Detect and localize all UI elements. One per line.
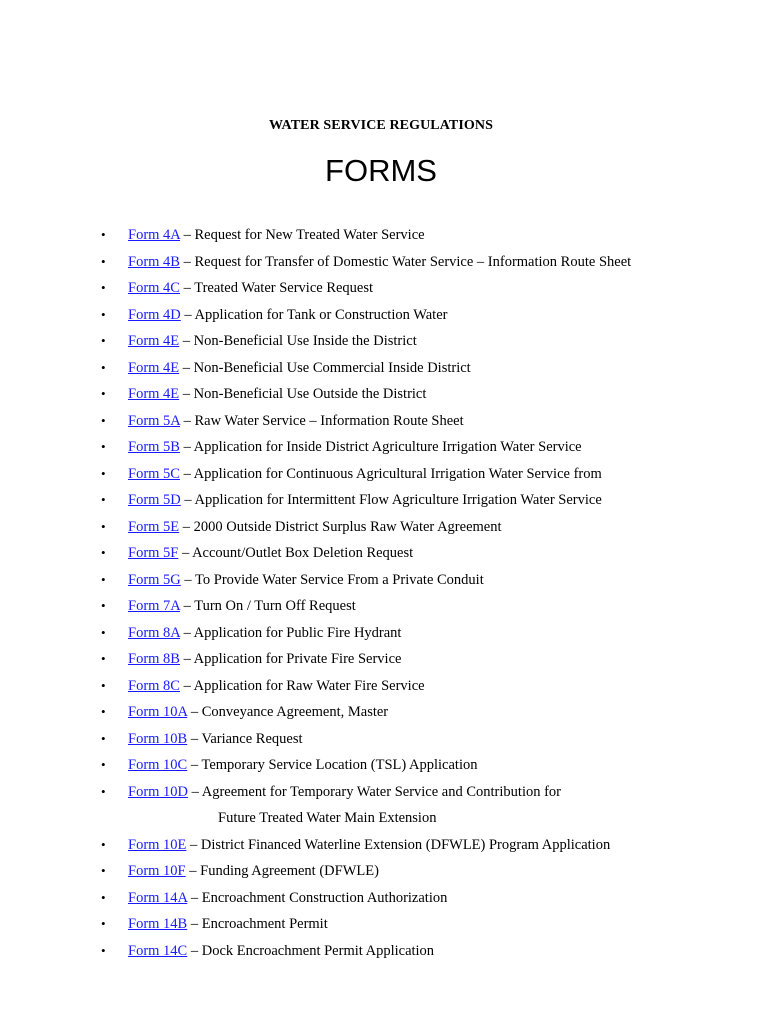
list-item bbox=[0, 673, 770, 700]
form-link[interactable]: Form 5A bbox=[128, 412, 180, 429]
list-item bbox=[0, 620, 770, 647]
list-item bbox=[0, 328, 770, 355]
form-description: 2000 Outside District Surplus Raw Water Agreement bbox=[193, 518, 502, 535]
bullet-icon: • bbox=[101, 677, 106, 693]
separator-dash: – bbox=[188, 783, 202, 800]
list-item bbox=[0, 355, 770, 382]
form-description: Account/Outlet Box Deletion Request bbox=[192, 545, 414, 561]
bullet-icon: • bbox=[101, 227, 106, 242]
list-item bbox=[0, 302, 770, 329]
separator-dash: – bbox=[180, 306, 195, 323]
list-item bbox=[0, 249, 770, 276]
list-item bbox=[0, 938, 770, 965]
list-item bbox=[0, 646, 770, 673]
form-link[interactable]: Form 4B bbox=[128, 253, 180, 270]
form-link[interactable]: Form 5E bbox=[128, 518, 180, 535]
form-description: Application for Intermittent Flow Agriculture Irrigation Water Service bbox=[194, 492, 602, 508]
list-item bbox=[0, 858, 770, 885]
form-description: Application for Inside District Agriculture Irrigation Water Service bbox=[193, 439, 582, 455]
form-description: Encroachment Permit bbox=[201, 916, 328, 932]
form-link[interactable]: Form 8C bbox=[128, 677, 180, 694]
bullet-icon: • bbox=[101, 836, 106, 852]
form-description: Application for Raw Water Fire Service bbox=[193, 677, 425, 694]
list-item bbox=[0, 434, 770, 461]
document-header-title: WATER SERVICE REGULATIONS bbox=[269, 118, 493, 133]
separator-dash: – bbox=[187, 916, 202, 932]
separator-dash: – bbox=[179, 253, 195, 270]
bullet-icon: • bbox=[101, 306, 106, 322]
list-item bbox=[0, 514, 770, 541]
bullet-icon: • bbox=[101, 916, 106, 931]
form-description: To Provide Water Service From a Private Conduit bbox=[195, 571, 484, 588]
separator-dash: – bbox=[178, 545, 193, 561]
form-link[interactable]: Form 10E bbox=[128, 836, 187, 853]
form-link[interactable]: Form 14C bbox=[128, 942, 188, 959]
form-description: Funding Agreement (DFWLE) bbox=[200, 863, 379, 879]
form-link[interactable]: Form 10A bbox=[128, 704, 188, 720]
separator-dash: – bbox=[185, 863, 201, 879]
form-description: Non-Beneficial Use Outside the District bbox=[193, 386, 427, 402]
bullet-icon: • bbox=[101, 545, 106, 560]
list-item bbox=[0, 911, 770, 938]
list-item bbox=[0, 461, 770, 488]
form-description: Request for Transfer of Domestic Water Service – Information Route Sheet bbox=[194, 253, 632, 270]
form-description: Application for Continuous Agricultural Irrigation Water Service from bbox=[193, 465, 602, 482]
form-link[interactable]: Form 14B bbox=[128, 916, 188, 932]
separator-dash: – bbox=[180, 492, 195, 508]
bullet-icon: • bbox=[101, 333, 106, 348]
separator-dash: – bbox=[179, 412, 195, 429]
form-link[interactable]: Form 8A bbox=[128, 624, 180, 641]
form-description: Variance Request bbox=[201, 730, 303, 747]
separator-dash: – bbox=[179, 386, 194, 402]
form-link[interactable]: Form 5F bbox=[128, 545, 179, 561]
form-description: Application for Private Fire Service bbox=[193, 651, 402, 667]
separator-dash: – bbox=[187, 704, 202, 720]
form-description: Conveyance Agreement, Master bbox=[201, 704, 389, 720]
bullet-icon: • bbox=[101, 280, 106, 295]
form-description: Dock Encroachment Permit Application bbox=[201, 942, 435, 959]
form-description: Non-Beneficial Use Inside the District bbox=[193, 333, 417, 349]
form-link[interactable]: Form 10F bbox=[128, 863, 186, 879]
separator-dash: – bbox=[187, 942, 202, 959]
form-description: Agreement for Temporary Water Service and Contribution for bbox=[201, 783, 561, 800]
separator-dash: – bbox=[179, 651, 194, 667]
page-title: FORMS bbox=[325, 153, 437, 188]
form-description-continuation: Future Treated Water Main Extension bbox=[218, 810, 437, 826]
separator-dash: – bbox=[179, 280, 195, 296]
list-item bbox=[0, 752, 770, 779]
forms-list bbox=[0, 222, 770, 964]
form-link[interactable]: Form 10D bbox=[128, 783, 189, 800]
bullet-icon: • bbox=[101, 492, 106, 507]
list-item bbox=[0, 540, 770, 567]
list-item bbox=[0, 381, 770, 408]
list-item bbox=[0, 275, 770, 302]
bullet-icon: • bbox=[101, 651, 106, 666]
separator-dash: – bbox=[179, 359, 194, 376]
form-link[interactable]: Form 7A bbox=[128, 598, 180, 614]
form-link[interactable]: Form 5G bbox=[128, 571, 181, 588]
separator-dash: – bbox=[179, 598, 195, 614]
separator-dash: – bbox=[186, 836, 201, 853]
form-link[interactable]: Form 4E bbox=[128, 386, 180, 402]
list-item bbox=[0, 885, 770, 912]
form-link[interactable]: Form 4E bbox=[128, 359, 180, 376]
bullet-icon: • bbox=[101, 889, 106, 905]
form-description: Turn On / Turn Off Request bbox=[194, 598, 356, 614]
form-link[interactable]: Form 4C bbox=[128, 280, 180, 296]
bullet-icon: • bbox=[101, 704, 106, 719]
list-item bbox=[0, 222, 770, 249]
list-item bbox=[0, 832, 770, 859]
form-link[interactable]: Form 14A bbox=[128, 889, 188, 906]
separator-dash: – bbox=[187, 757, 202, 773]
form-description: District Financed Waterline Extension (DFWLE) Program Application bbox=[200, 836, 611, 853]
list-item bbox=[0, 487, 770, 514]
form-description: Treated Water Service Request bbox=[194, 280, 374, 296]
separator-dash: – bbox=[179, 465, 194, 482]
form-link[interactable]: Form 4D bbox=[128, 306, 181, 323]
separator-dash: – bbox=[180, 571, 196, 588]
separator-dash: – bbox=[179, 624, 194, 641]
bullet-icon: • bbox=[101, 571, 106, 587]
form-description: Raw Water Service – Information Route Sheet bbox=[194, 412, 464, 429]
bullet-icon: • bbox=[101, 783, 106, 799]
list-item bbox=[0, 408, 770, 435]
list-item bbox=[0, 779, 770, 832]
separator-dash: – bbox=[187, 889, 202, 906]
list-item bbox=[0, 699, 770, 726]
form-description: Non-Beneficial Use Commercial Inside District bbox=[193, 359, 471, 376]
form-link[interactable]: Form 8B bbox=[128, 651, 180, 667]
form-link[interactable]: Form 5C bbox=[128, 465, 180, 482]
list-item bbox=[0, 726, 770, 753]
bullet-icon: • bbox=[101, 439, 106, 454]
bullet-icon: • bbox=[101, 412, 106, 428]
form-link[interactable]: Form 10B bbox=[128, 730, 188, 747]
form-description: Temporary Service Location (TSL) Application bbox=[201, 757, 478, 773]
bullet-icon: • bbox=[101, 359, 106, 375]
form-description: Encroachment Construction Authorization bbox=[201, 889, 448, 906]
form-link[interactable]: Form 4A bbox=[128, 227, 180, 243]
bullet-icon: • bbox=[101, 757, 106, 772]
form-description: Application for Public Fire Hydrant bbox=[193, 624, 402, 641]
form-link[interactable]: Form 5B bbox=[128, 439, 180, 455]
form-link[interactable]: Form 5D bbox=[128, 492, 181, 508]
bullet-icon: • bbox=[101, 598, 106, 613]
separator-dash: – bbox=[179, 227, 195, 243]
bullet-icon: • bbox=[101, 253, 106, 269]
bullet-icon: • bbox=[101, 730, 106, 746]
separator-dash: – bbox=[179, 518, 194, 535]
list-item bbox=[0, 593, 770, 620]
form-link[interactable]: Form 4E bbox=[128, 333, 180, 349]
bullet-icon: • bbox=[101, 624, 106, 640]
separator-dash: – bbox=[179, 439, 194, 455]
bullet-icon: • bbox=[101, 863, 106, 878]
bullet-icon: • bbox=[101, 518, 106, 534]
form-link[interactable]: Form 10C bbox=[128, 757, 188, 773]
form-description: Application for Tank or Construction Water bbox=[194, 306, 448, 323]
separator-dash: – bbox=[179, 677, 194, 694]
separator-dash: – bbox=[187, 730, 202, 747]
bullet-icon: • bbox=[101, 386, 106, 401]
bullet-icon: • bbox=[101, 465, 106, 481]
separator-dash: – bbox=[179, 333, 194, 349]
list-item bbox=[0, 567, 770, 594]
form-description: Request for New Treated Water Service bbox=[194, 227, 425, 243]
bullet-icon: • bbox=[101, 942, 106, 958]
